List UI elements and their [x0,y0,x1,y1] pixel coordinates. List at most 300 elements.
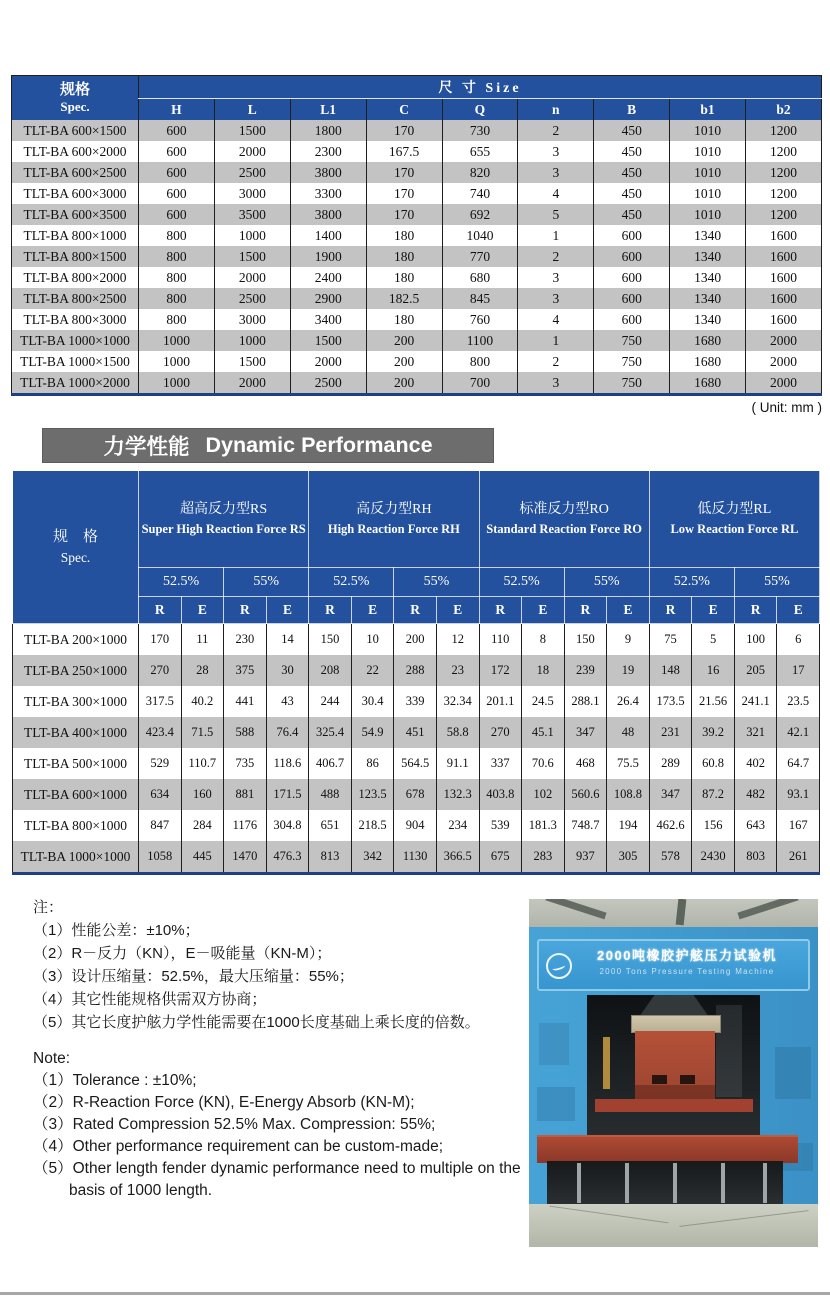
value-cell: 651 [309,810,352,841]
e-header: E [692,597,735,624]
note-en-4: （4）Other performance requirement can be custom-made; [33,1138,444,1155]
value-cell: 1680 [670,372,746,395]
value-cell: 160 [181,779,224,810]
value-cell: 3 [518,372,594,395]
value-cell: 1200 [746,204,822,225]
photo-floor [529,1204,818,1247]
note-en-1: （1）Tolerance : ±10%; [33,1072,197,1089]
notes-zh-title: 注： [33,899,64,916]
value-cell: 48 [607,717,650,748]
value-cell: 180 [366,246,442,267]
value-cell: 288 [394,655,437,686]
value-cell: 347 [564,717,607,748]
e-header: E [522,597,565,624]
value-cell: 2000 [746,330,822,351]
spec-cell: TLT-BA 400×1000 [13,717,139,748]
table-row [13,717,820,748]
col-header-B: B [594,99,670,121]
section-title-zh: 力学性能 [103,435,190,459]
value-cell: 1040 [442,225,518,246]
machine-leg [763,1163,767,1203]
r-header: R [139,597,182,624]
value-cell: 750 [594,351,670,372]
value-cell: 482 [734,779,777,810]
value-cell: 171.5 [266,779,309,810]
table-row [12,330,822,351]
value-cell: 167.5 [366,141,442,162]
value-cell: 1600 [746,267,822,288]
e-header: E [351,597,394,624]
spec-cell: TLT-BA 600×3000 [12,183,139,204]
value-cell: 16 [692,655,735,686]
value-cell: 800 [139,267,215,288]
value-cell: 28 [181,655,224,686]
value-cell: 24.5 [522,686,565,717]
value-cell: 200 [366,351,442,372]
value-cell: 881 [224,779,267,810]
value-cell: 488 [309,779,352,810]
e-header: E [266,597,309,624]
value-cell: 8 [522,624,565,656]
e-header: E [777,597,820,624]
value-cell: 208 [309,655,352,686]
perf-spec-header [13,471,139,624]
press-ram [639,995,709,1017]
group-rl-zh: 低反力型RL [697,502,772,518]
value-cell: 406.7 [309,748,352,779]
value-cell: 2 [518,246,594,267]
value-cell: 91.1 [436,748,479,779]
value-cell: 750 [594,330,670,351]
size-table-header-row1 [12,76,822,99]
spec-cell: TLT-BA 600×3500 [12,204,139,225]
value-cell: 445 [181,841,224,874]
value-cell: 1000 [214,225,290,246]
value-cell: 342 [351,841,394,874]
value-cell: 173.5 [649,686,692,717]
value-cell: 180 [366,225,442,246]
value-cell: 3800 [290,204,366,225]
spec-cell: TLT-BA 600×1000 [13,779,139,810]
group-header-ro [479,471,649,568]
machine-leg [577,1163,581,1203]
yellow-strip [603,1037,610,1089]
value-cell: 1800 [290,120,366,141]
value-cell: 634 [139,779,182,810]
value-cell: 317.5 [139,686,182,717]
value-cell: 813 [309,841,352,874]
value-cell: 1000 [139,372,215,395]
section-title-en: Dynamic Performance [205,433,433,457]
value-cell: 441 [224,686,267,717]
value-cell: 1340 [670,309,746,330]
table-row [13,686,820,717]
table-row [13,841,820,874]
value-cell: 1340 [670,267,746,288]
value-cell: 2300 [290,141,366,162]
value-cell: 845 [442,288,518,309]
value-cell: 675 [479,841,522,874]
value-cell: 110 [479,624,522,656]
value-cell: 2500 [290,372,366,395]
value-cell: 123.5 [351,779,394,810]
value-cell: 21.56 [692,686,735,717]
value-cell: 118.6 [266,748,309,779]
r-header: R [309,597,352,624]
value-cell: 678 [394,779,437,810]
table-row [13,624,820,656]
note-zh-2: （2）R－反力（KN），E－吸能量（KN-M）； [33,945,332,962]
value-cell: 283 [522,841,565,874]
value-cell: 200 [366,372,442,395]
value-cell: 231 [649,717,692,748]
value-cell: 600 [139,162,215,183]
value-cell: 305 [607,841,650,874]
value-cell: 1010 [670,120,746,141]
value-cell: 100 [734,624,777,656]
spec-cell: TLT-BA 1000×1000 [12,330,139,351]
value-cell: 75 [649,624,692,656]
spec-column-header [12,76,139,121]
floor-seam [550,1206,669,1224]
compression-header: 52.5% [139,568,224,597]
group-rs-zh: 超高反力型RS [180,502,268,518]
machine-leg [721,1163,725,1203]
note-en-3: （3）Rated Compression 52.5% Max. Compression: 55%; [33,1116,436,1133]
e-header: E [607,597,650,624]
value-cell: 218.5 [351,810,394,841]
value-cell: 748.7 [564,810,607,841]
compression-header: 55% [224,568,309,597]
value-cell: 148 [649,655,692,686]
value-cell: 450 [594,162,670,183]
value-cell: 180 [366,309,442,330]
value-cell: 1000 [139,330,215,351]
r-header: R [479,597,522,624]
r-header: R [224,597,267,624]
value-cell: 2000 [746,372,822,395]
note-en-5: （5）Other length fender dynamic performance need to multiple on the basis of 1000 length. [33,1160,521,1199]
value-cell: 1680 [670,330,746,351]
value-cell: 200 [366,330,442,351]
value-cell: 18 [522,655,565,686]
group-rh-zh: 高反力型RH [356,502,432,518]
value-cell: 43 [266,686,309,717]
value-cell: 803 [734,841,777,874]
value-cell: 462.6 [649,810,692,841]
value-cell: 325.4 [309,717,352,748]
unit-note: ( Unit: mm ) [751,400,822,415]
table-row [12,225,822,246]
value-cell: 87.2 [692,779,735,810]
value-cell: 1000 [214,330,290,351]
value-cell: 230 [224,624,267,656]
note-zh-3: （3）设计压缩量：52.5%，最大压缩量：55%； [33,968,354,985]
value-cell: 770 [442,246,518,267]
value-cell: 1 [518,225,594,246]
value-cell: 3800 [290,162,366,183]
r-header: R [394,597,437,624]
value-cell: 3500 [214,204,290,225]
compression-header: 52.5% [479,568,564,597]
perf-spec-header-zh: 规 格 [52,528,98,545]
value-cell: 1340 [670,225,746,246]
value-cell: 600 [594,225,670,246]
value-cell: 600 [139,183,215,204]
value-cell: 2000 [746,351,822,372]
value-cell: 600 [594,246,670,267]
value-cell: 4 [518,183,594,204]
r-header: R [734,597,777,624]
notes-english [33,1048,525,1202]
value-cell: 9 [607,624,650,656]
value-cell: 284 [181,810,224,841]
value-cell: 1470 [224,841,267,874]
compression-header: 55% [394,568,479,597]
value-cell: 170 [366,162,442,183]
value-cell: 45.1 [522,717,565,748]
value-cell: 172 [479,655,522,686]
value-cell: 201.1 [479,686,522,717]
value-cell: 205 [734,655,777,686]
value-cell: 529 [139,748,182,779]
e-header: E [181,597,224,624]
value-cell: 288.1 [564,686,607,717]
value-cell: 102 [522,779,565,810]
value-cell: 2400 [290,267,366,288]
value-cell: 244 [309,686,352,717]
table-row [12,372,822,395]
value-cell: 156 [692,810,735,841]
value-cell: 578 [649,841,692,874]
value-cell: 643 [734,810,777,841]
compression-header: 52.5% [649,568,734,597]
performance-table [12,470,820,875]
value-cell: 75.5 [607,748,650,779]
spec-cell: TLT-BA 800×1000 [12,225,139,246]
value-cell: 1200 [746,120,822,141]
spec-cell: TLT-BA 800×2000 [12,267,139,288]
value-cell: 600 [594,309,670,330]
group-header-rh [309,471,479,568]
value-cell: 680 [442,267,518,288]
value-cell: 26.4 [607,686,650,717]
value-cell: 403.8 [479,779,522,810]
col-header-n: n [518,99,594,121]
table-row [13,655,820,686]
group-header-rs [139,471,309,568]
machine-sign [537,939,810,991]
value-cell: 564.5 [394,748,437,779]
value-cell: 3 [518,162,594,183]
spec-cell: TLT-BA 600×1500 [12,120,139,141]
spec-header-zh: 规格 [59,82,90,99]
value-cell: 800 [139,225,215,246]
value-cell: 904 [394,810,437,841]
value-cell: 800 [442,351,518,372]
value-cell: 3300 [290,183,366,204]
value-cell: 375 [224,655,267,686]
value-cell: 1500 [290,330,366,351]
value-cell: 150 [564,624,607,656]
value-cell: 108.8 [607,779,650,810]
group-rs-en: Super High Reaction Force RS [141,522,306,537]
under-beam-shadow [547,1161,783,1205]
value-cell: 170 [366,204,442,225]
value-cell: 423.4 [139,717,182,748]
value-cell: 200 [394,624,437,656]
col-header-b1: b1 [670,99,746,121]
table-row [12,162,822,183]
value-cell: 1058 [139,841,182,874]
value-cell: 289 [649,748,692,779]
value-cell: 30.4 [351,686,394,717]
value-cell: 1200 [746,162,822,183]
value-cell: 1130 [394,841,437,874]
value-cell: 1600 [746,309,822,330]
frame-patch [537,1087,575,1121]
value-cell: 1010 [670,204,746,225]
value-cell: 1010 [670,141,746,162]
spec-cell: TLT-BA 1000×1000 [13,841,139,874]
group-header-rl [649,471,819,568]
value-cell: 4 [518,309,594,330]
value-cell: 1900 [290,246,366,267]
value-cell: 820 [442,162,518,183]
value-cell: 3000 [214,183,290,204]
value-cell: 1500 [214,351,290,372]
sign-text-en: 2000 Tons Pressure Testing Machine [599,967,775,976]
r-header: R [649,597,692,624]
note-zh-5: （5）其它长度护舷力学性能需要在1000长度基础上乘长度的倍数。 [33,1014,480,1031]
value-cell: 12 [436,624,479,656]
spec-header-en: Spec. [60,99,90,115]
value-cell: 5 [692,624,735,656]
value-cell: 600 [594,267,670,288]
table-row [12,141,822,162]
value-cell: 347 [649,779,692,810]
spec-cell: TLT-BA 250×1000 [13,655,139,686]
value-cell: 180 [366,267,442,288]
value-cell: 270 [139,655,182,686]
value-cell: 11 [181,624,224,656]
value-cell: 1600 [746,246,822,267]
value-cell: 476.3 [266,841,309,874]
value-cell: 23.5 [777,686,820,717]
value-cell: 3400 [290,309,366,330]
value-cell: 655 [442,141,518,162]
table-row [12,246,822,267]
value-cell: 1500 [214,120,290,141]
sign-text-zh: 2000吨橡胶护舷压力试验机 [597,948,777,963]
value-cell: 1010 [670,162,746,183]
value-cell: 1010 [670,183,746,204]
value-cell: 22 [351,655,394,686]
value-cell: 800 [139,246,215,267]
value-cell: 800 [139,309,215,330]
table-row [12,204,822,225]
press-slot [652,1075,667,1084]
value-cell: 800 [139,288,215,309]
value-cell: 692 [442,204,518,225]
value-cell: 539 [479,810,522,841]
value-cell: 600 [139,141,215,162]
value-cell: 1600 [746,225,822,246]
machine-opening [587,995,760,1135]
value-cell: 304.8 [266,810,309,841]
spec-cell: TLT-BA 800×1500 [12,246,139,267]
spec-cell: TLT-BA 600×2000 [12,141,139,162]
value-cell: 2430 [692,841,735,874]
value-cell: 132.3 [436,779,479,810]
value-cell: 40.2 [181,686,224,717]
value-cell: 2 [518,120,594,141]
value-cell: 39.2 [692,717,735,748]
value-cell: 1680 [670,351,746,372]
value-cell: 560.6 [564,779,607,810]
r-header: R [564,597,607,624]
col-header-L: L [214,99,290,121]
value-cell: 6 [777,624,820,656]
value-cell: 1400 [290,225,366,246]
value-cell: 468 [564,748,607,779]
table-row [13,779,820,810]
perf-header-groups [13,471,820,568]
value-cell: 2900 [290,288,366,309]
value-cell: 10 [351,624,394,656]
table-row [12,351,822,372]
value-cell: 450 [594,183,670,204]
col-header-H: H [139,99,215,121]
value-cell: 760 [442,309,518,330]
value-cell: 42.1 [777,717,820,748]
note-zh-4: （4）其它性能规格供需双方协商； [33,991,267,1008]
logo-swirl [551,962,565,971]
value-cell: 30 [266,655,309,686]
value-cell: 93.1 [777,779,820,810]
size-table [11,75,822,396]
logo-icon [546,953,572,979]
value-cell: 241.1 [734,686,777,717]
value-cell: 2500 [214,288,290,309]
col-header-Q: Q [442,99,518,121]
value-cell: 19 [607,655,650,686]
floor-seam [679,1210,808,1227]
press-table [595,1099,753,1112]
value-cell: 64.7 [777,748,820,779]
value-cell: 3000 [214,309,290,330]
value-cell: 847 [139,810,182,841]
frame-patch [539,1023,569,1065]
col-header-C: C [366,99,442,121]
value-cell: 2000 [290,351,366,372]
spec-cell: TLT-BA 200×1000 [13,624,139,656]
table-row [12,120,822,141]
value-cell: 2 [518,351,594,372]
value-cell: 170 [139,624,182,656]
value-cell: 451 [394,717,437,748]
perf-spec-header-en: Spec. [60,550,91,566]
value-cell: 2000 [214,141,290,162]
value-cell: 5 [518,204,594,225]
table-row [12,267,822,288]
testing-machine-photo [529,899,818,1247]
value-cell: 23 [436,655,479,686]
spec-cell: TLT-BA 1000×1500 [12,351,139,372]
group-ro-zh: 标准反力型RO [519,502,609,518]
value-cell: 261 [777,841,820,874]
page-bottom-rule [0,1292,830,1295]
